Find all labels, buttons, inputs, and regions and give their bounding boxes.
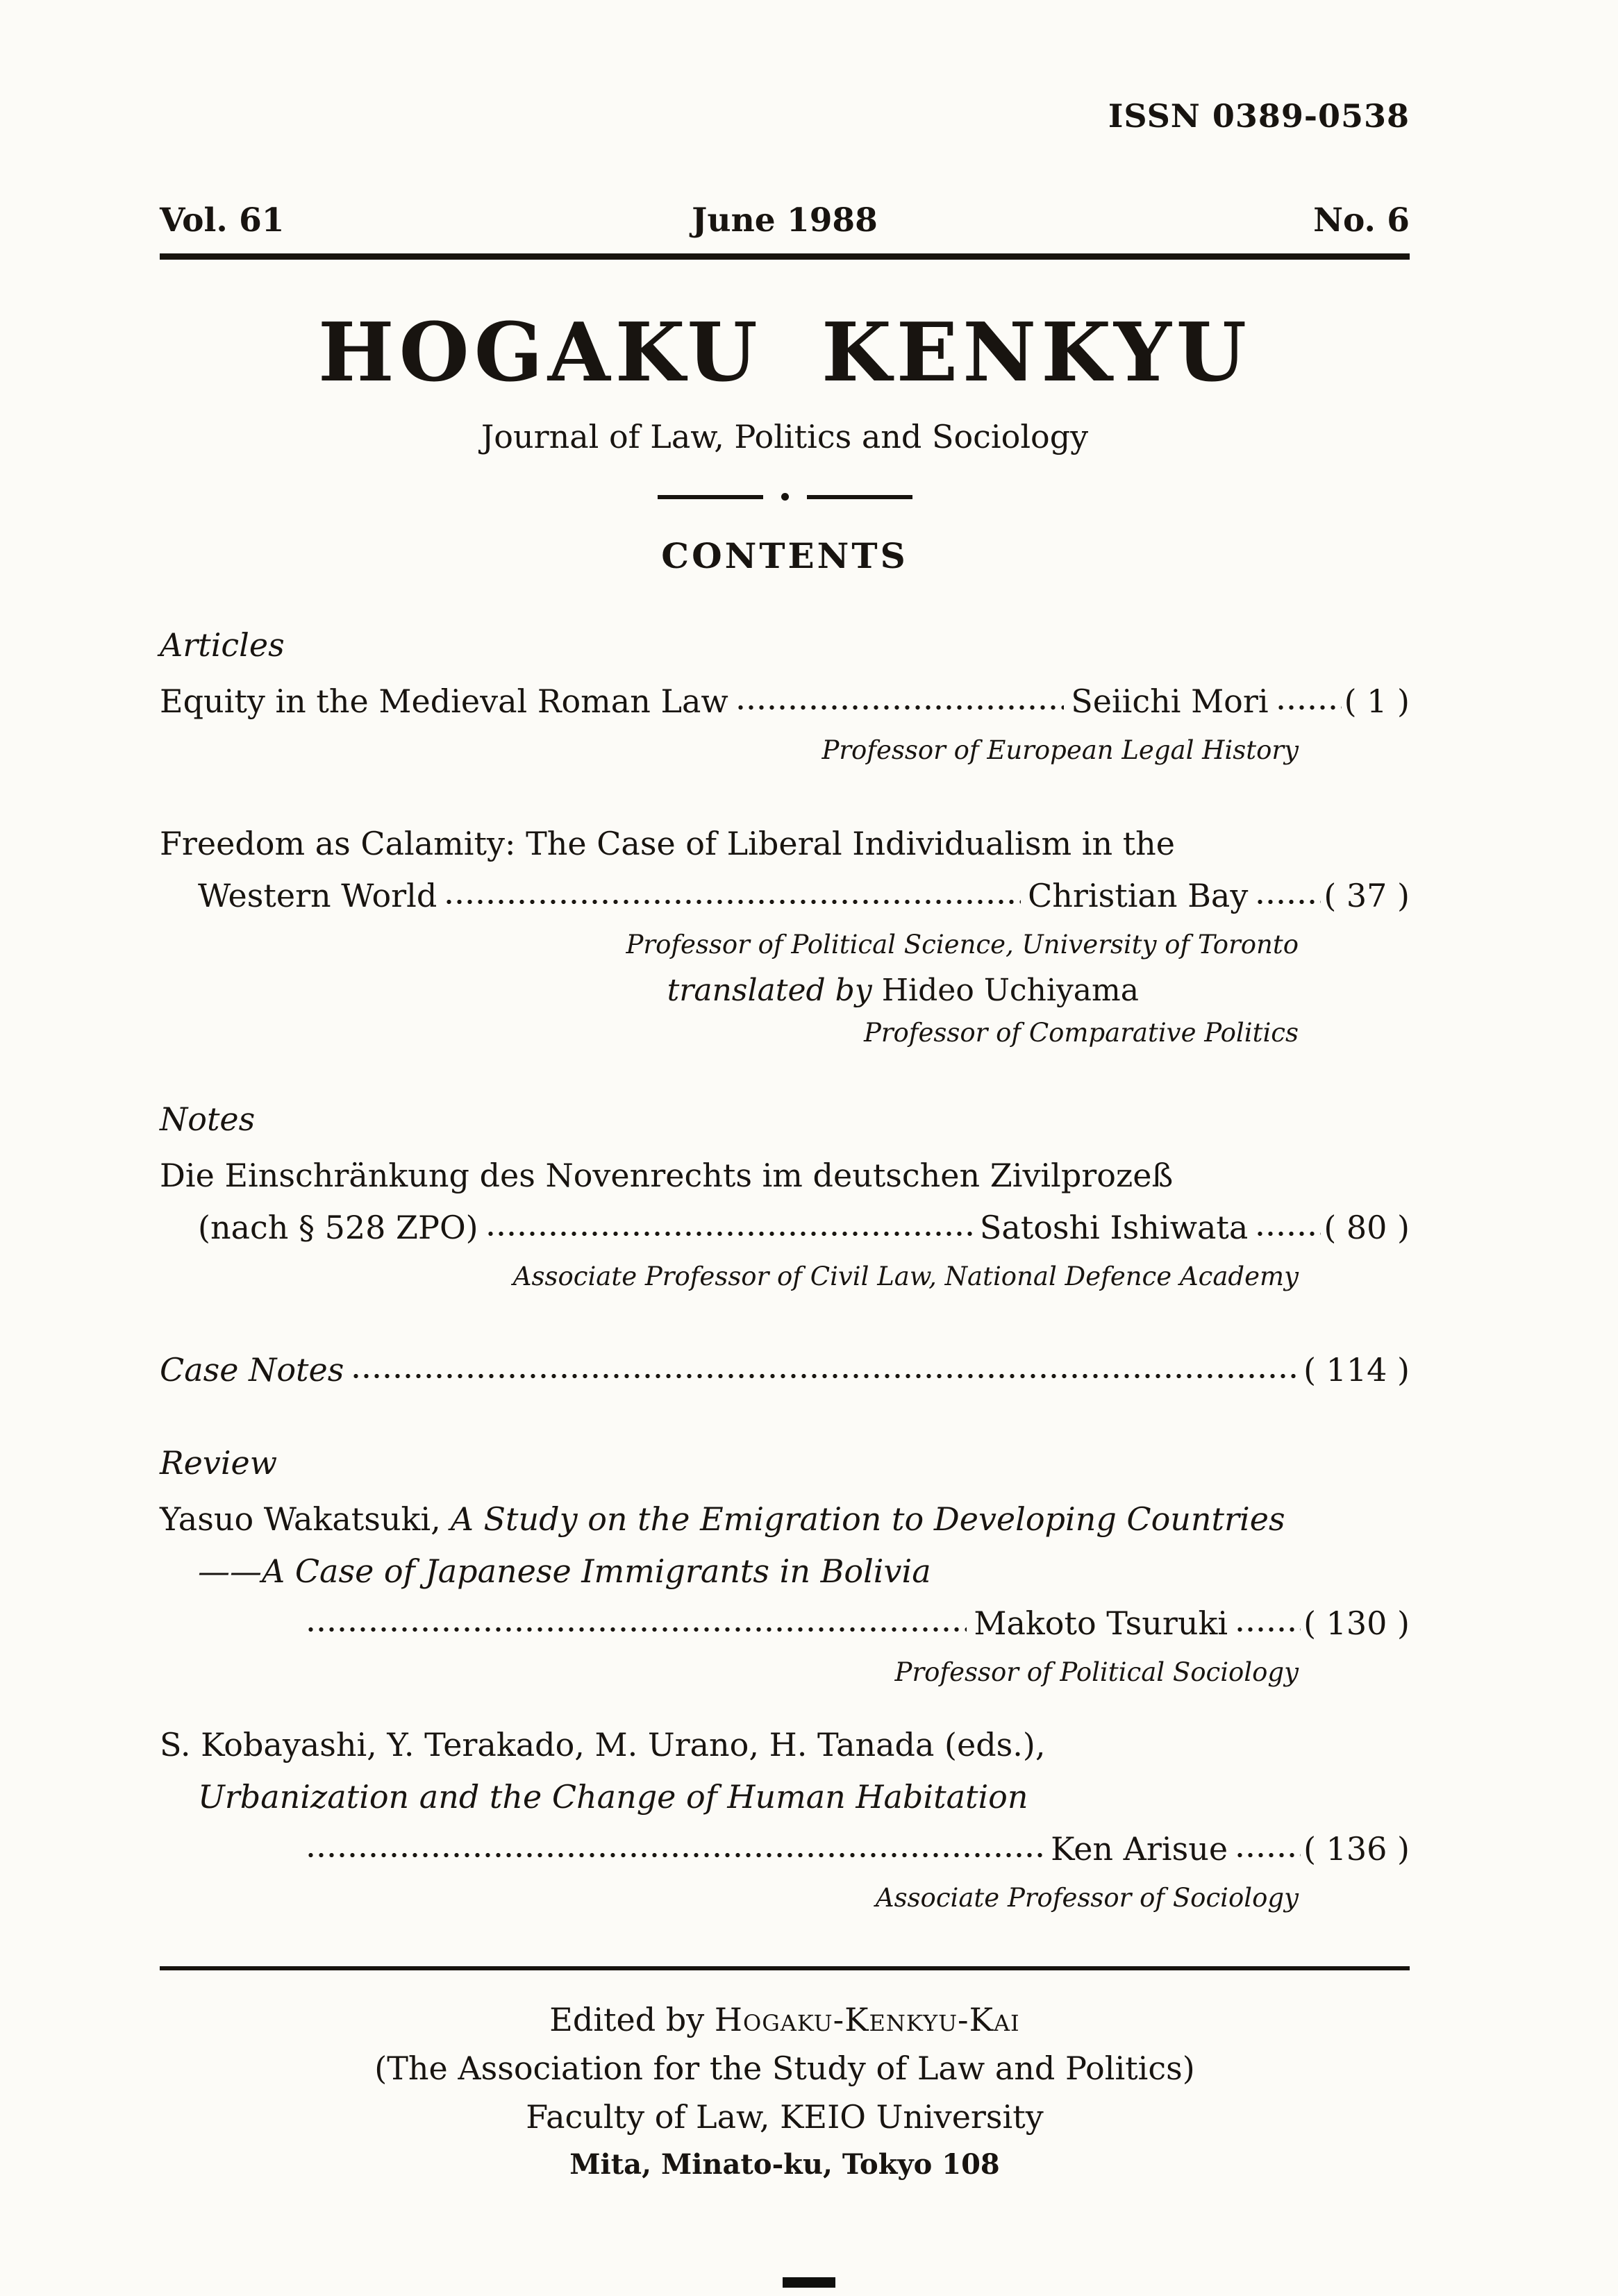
divider-dot	[781, 493, 789, 501]
reviewer-name: Ken Arisue	[1051, 1829, 1228, 1868]
toc-entry-line	[160, 1600, 1410, 1648]
page-number: ( 130 )	[1303, 1604, 1410, 1643]
toc-entry-line	[160, 1495, 1410, 1543]
section-heading-notes: Notes	[160, 1100, 256, 1139]
dot-leader	[306, 1850, 1044, 1860]
toc-entry-article-2	[160, 820, 1410, 1051]
page-number: ( 1 )	[1344, 682, 1410, 720]
dot-leader-short	[1235, 1625, 1301, 1634]
header-rule	[160, 253, 1410, 260]
toc-entry-line	[160, 820, 1410, 868]
toc-entry-review-2	[160, 1721, 1410, 1916]
note-title-line1: Die Einschränkung des Novenrechts im deutschen Zivilprozeß	[160, 1157, 1174, 1195]
article-author: Christian Bay	[1028, 876, 1249, 914]
dot-leader	[735, 703, 1064, 712]
issue-number: No. 6	[1313, 201, 1410, 240]
issue-date: June 1988	[692, 201, 878, 240]
contents-heading: CONTENTS	[661, 535, 908, 576]
toc-entry-line	[160, 1346, 1410, 1394]
note-title-line2: (nach § 528 ZPO)	[198, 1209, 478, 1247]
dot-leader-short	[1235, 1850, 1301, 1860]
toc-entry-line	[160, 1773, 1410, 1821]
printers-mark	[783, 2277, 835, 2288]
page-number: ( 114 )	[1303, 1351, 1410, 1389]
journal-subtitle: Journal of Law, Politics and Sociology	[481, 418, 1089, 455]
dot-leader	[444, 897, 1021, 907]
dot-leader-short	[1255, 897, 1321, 907]
translated-by-label: translated by	[667, 972, 872, 1008]
dot-leader-short	[1276, 703, 1342, 712]
translation-credit	[160, 973, 1410, 1008]
translator-name: Hideo Uchiyama	[881, 972, 1139, 1008]
dot-leader-short	[1255, 1229, 1321, 1239]
toc-entry-line	[160, 872, 1410, 920]
dot-leader	[351, 1371, 1296, 1381]
article-title-line2: Western World	[198, 876, 437, 914]
section-heading-review: Review	[160, 1444, 278, 1482]
translator-affiliation: Professor of Comparative Politics	[863, 1017, 1299, 1048]
note-author: Satoshi Ishiwata	[979, 1209, 1249, 1247]
imprint	[160, 2001, 1410, 2181]
page-number: ( 80 )	[1324, 1209, 1410, 1247]
toc-entry-article-1	[160, 678, 1410, 769]
address-line: Mita, Minato-ku, Tokyo 108	[569, 2147, 1000, 2181]
article-title-line1: Freedom as Calamity: The Case of Liberal Individualism in the	[160, 824, 1176, 862]
toc-entry-case-notes	[160, 1346, 1410, 1394]
toc-entry-line	[160, 1204, 1410, 1252]
case-notes-label: Case Notes	[160, 1351, 344, 1389]
editor-name: Hogaku-Kenkyu-Kai	[714, 2000, 1020, 2038]
page-content	[160, 97, 1410, 2181]
dot-leader	[306, 1625, 967, 1634]
toc-entry-line	[160, 1152, 1410, 1200]
divider-line-left	[658, 495, 763, 499]
ornamental-divider	[160, 493, 1410, 501]
toc-entry-review-1	[160, 1495, 1410, 1691]
toc-entry-line	[160, 1548, 1410, 1595]
edited-by-label: Edited by	[549, 2000, 715, 2038]
author-affiliation: Professor of European Legal History	[821, 735, 1299, 765]
article-author: Seiichi Mori	[1071, 682, 1269, 720]
page-number: ( 37 )	[1324, 876, 1410, 914]
reviewer-name: Makoto Tsuruki	[974, 1604, 1228, 1643]
divider-line-right	[807, 495, 912, 499]
reviewer-affiliation: Professor of Political Sociology	[894, 1657, 1299, 1688]
reviewed-book-authors: Yasuo Wakatsuki,	[160, 1500, 441, 1539]
reviewer-affiliation: Associate Professor of Sociology	[875, 1882, 1299, 1913]
association-line: (The Association for the Study of Law and Politics)	[374, 2049, 1195, 2087]
issn: ISSN 0389-0538	[1108, 97, 1410, 135]
journal-title: HOGAKU KENKYU	[318, 305, 1251, 400]
reviewed-book-title: Urbanization and the Change of Human Habitation	[198, 1777, 1028, 1816]
toc-entry-line	[160, 1721, 1410, 1769]
toc-entry-line	[160, 678, 1410, 726]
reviewed-book-subtitle: ——A Case of Japanese Immigrants in Bolivia	[198, 1552, 931, 1591]
dot-leader	[485, 1229, 973, 1239]
author-affiliation: Professor of Political Science, University of Toronto	[626, 929, 1299, 960]
footer-rule	[160, 1966, 1410, 1970]
faculty-line: Faculty of Law, KEIO University	[526, 2097, 1044, 2136]
toc-entry-line	[160, 1825, 1410, 1873]
author-affiliation: Associate Professor of Civil Law, National Defence Academy	[512, 1262, 1299, 1292]
page-number: ( 136 )	[1303, 1829, 1410, 1868]
reviewed-book-title: A Study on the Emigration to Developing Countries	[450, 1500, 1285, 1539]
edited-by-line	[160, 2001, 1410, 2038]
volume-header	[160, 201, 1410, 240]
toc-entry-note-1	[160, 1152, 1410, 1295]
section-heading-articles: Articles	[160, 626, 285, 664]
reviewed-book-authors: S. Kobayashi, Y. Terakado, M. Urano, H. Tanada (eds.),	[160, 1725, 1046, 1763]
volume-label: Vol. 61	[160, 201, 285, 240]
article-title: Equity in the Medieval Roman Law	[160, 682, 728, 720]
